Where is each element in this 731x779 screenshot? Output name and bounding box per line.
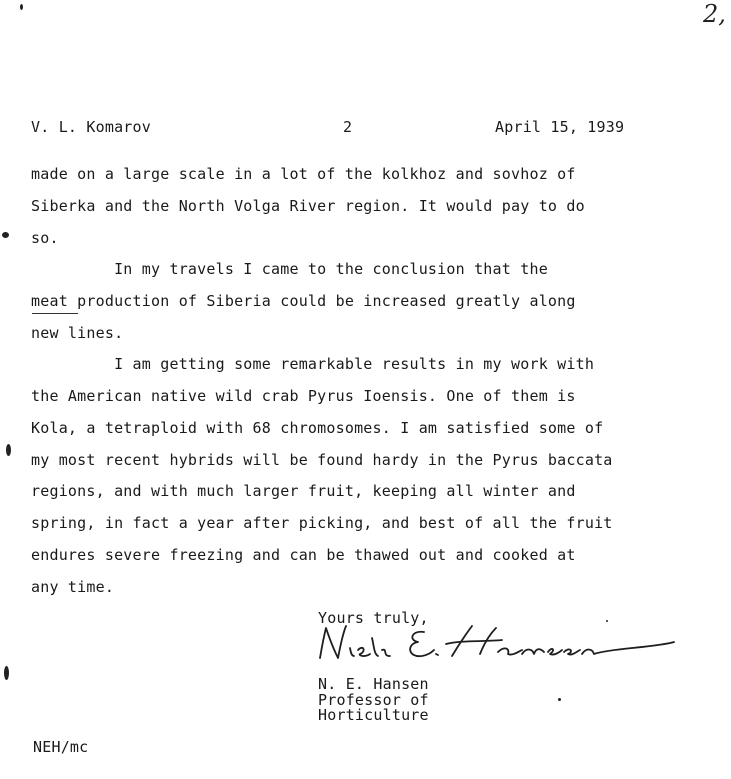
- body-line: I am getting some remarkable results in my work with: [31, 355, 595, 373]
- body-line: endures severe freezing and can be thawed out and cooked at: [31, 546, 576, 564]
- margin-speck: [558, 698, 561, 701]
- body-line: the American native wild crab Pyrus Ioensis. One of them is: [31, 387, 576, 405]
- body-line: new lines.: [31, 324, 124, 342]
- closing-salutation: Yours truly,: [318, 609, 429, 627]
- body-line: made on a large scale in a lot of the kolkhoz and sovhoz of: [31, 165, 576, 183]
- body-line: any time.: [31, 578, 115, 596]
- header-page-number: 2: [343, 118, 353, 136]
- margin-speck: [2, 232, 9, 238]
- body-line: spring, in fact a year after picking, and best of all the fruit: [31, 514, 613, 532]
- body-line: regions, and with much larger fruit, keeping all winter and: [31, 482, 576, 500]
- signatory-title-line2: Horticulture: [318, 706, 429, 724]
- body-line: my most recent hybrids will be found hardy in the Pyrus baccata: [31, 451, 613, 469]
- handwritten-underline: [32, 313, 78, 314]
- signatory-title-line1: Professor of: [318, 691, 429, 709]
- body-line: so.: [31, 229, 59, 247]
- margin-speck: [4, 666, 9, 680]
- handwritten-page-mark: 2,: [703, 0, 726, 28]
- header-date: April 15, 1939: [495, 118, 625, 136]
- reference-initials: NEH/mc: [33, 738, 89, 756]
- signature-image: [312, 618, 682, 666]
- header-addressee: V. L. Komarov: [31, 118, 151, 136]
- margin-speck: [6, 444, 11, 456]
- signatory-name: N. E. Hansen: [318, 675, 429, 693]
- body-line: Kola, a tetraploid with 68 chromosomes. I am satisfied some of: [31, 419, 604, 437]
- margin-speck: [20, 4, 23, 10]
- body-line: meat production of Siberia could be increased greatly along: [31, 292, 576, 310]
- body-line: Siberka and the North Volga River region. It would pay to do: [31, 197, 585, 215]
- body-line: In my travels I came to the conclusion that the: [31, 260, 548, 278]
